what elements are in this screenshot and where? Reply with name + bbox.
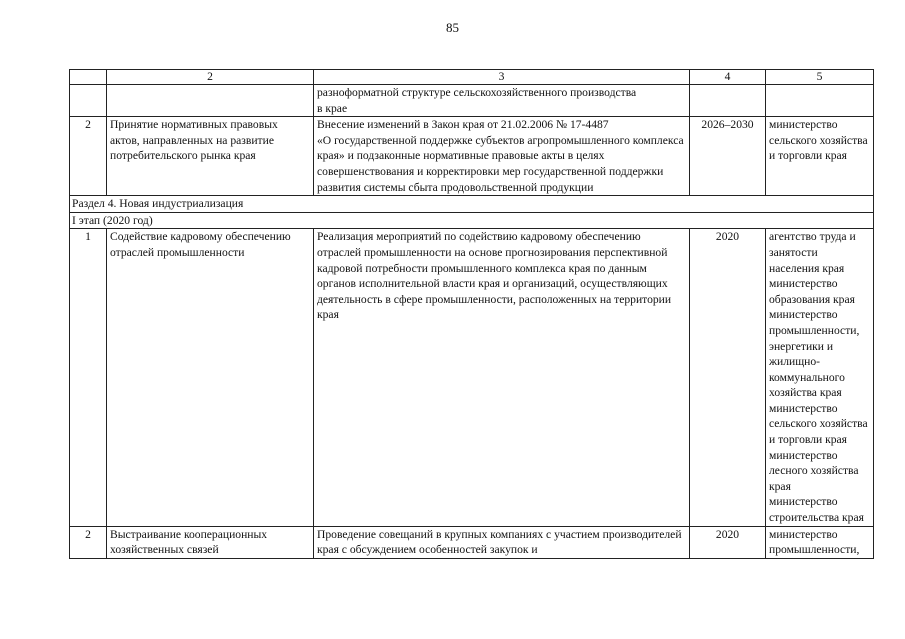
header-cell-3: 3 <box>314 70 690 85</box>
section-row <box>70 196 874 213</box>
table-row <box>70 229 874 526</box>
period-cell: 2020 <box>690 526 766 558</box>
row-number-cell: 2 <box>70 526 107 558</box>
section-title: Раздел 4. Новая индустриализация <box>70 196 874 213</box>
header-cell-5: 5 <box>766 70 874 85</box>
section-row <box>70 212 874 229</box>
measure-description-cell: разноформатной структуре сельскохозяйственного производства в крае <box>314 85 690 117</box>
table-row <box>70 85 874 117</box>
period-cell: 2026–2030 <box>690 117 766 196</box>
responsible-cell: министерство сельского хозяйства и торговли края <box>766 117 874 196</box>
measure-description-cell: Внесение изменений в Закон края от 21.02.2006 № 17-4487 «О государственной поддержке субъектов агропромышленного комплекса края» и подзаконные нормативные правовые акты в целях совершенствования и корректировки мер государственной поддержки развития системы сбыта продовольственной продукции <box>314 117 690 196</box>
row-number-cell: 2 <box>70 117 107 196</box>
measure-description-cell: Проведение совещаний в крупных компаниях с участием производителей края с обсуждением особенностей закупок и <box>314 526 690 558</box>
header-cell-1 <box>70 70 107 85</box>
header-cell-4: 4 <box>690 70 766 85</box>
measure-description-cell: Реализация мероприятий по содействию кадровому обеспечению отраслей промышленности на основе прогнозирования перспективной кадровой потребности промышленного комплекса края по данным органов исполнительной власти края и организаций, осуществляющих деятельность в сфере промышленности, расположенных на территории края <box>314 229 690 526</box>
table-row <box>70 117 874 196</box>
measure-name-cell: Принятие нормативных правовых актов, направленных на развитие потребительского рынка края <box>107 117 314 196</box>
page-number: 85 <box>446 20 459 35</box>
section-title: I этап (2020 год) <box>70 212 874 229</box>
row-number-cell <box>70 85 107 117</box>
responsible-cell: министерство промышленности, <box>766 526 874 558</box>
measure-name-cell: Выстраивание кооперационных хозяйственных связей <box>107 526 314 558</box>
table-row <box>70 526 874 558</box>
responsible-cell: агентство труда и занятости населения края министерство образования края министерство промышленности, энергетики и жилищно-коммунального хозяйства края министерство сельского хозяйства и торговли края министерство лесного хозяйства края министерство строительства края <box>766 229 874 526</box>
row-number-cell: 1 <box>70 229 107 526</box>
plan-table <box>69 69 874 559</box>
responsible-cell <box>766 85 874 117</box>
header-cell-2: 2 <box>107 70 314 85</box>
measure-name-cell: Содействие кадровому обеспечению отраслей промышленности <box>107 229 314 526</box>
period-cell <box>690 85 766 117</box>
header-row <box>70 70 874 85</box>
period-cell: 2020 <box>690 229 766 526</box>
measure-name-cell <box>107 85 314 117</box>
